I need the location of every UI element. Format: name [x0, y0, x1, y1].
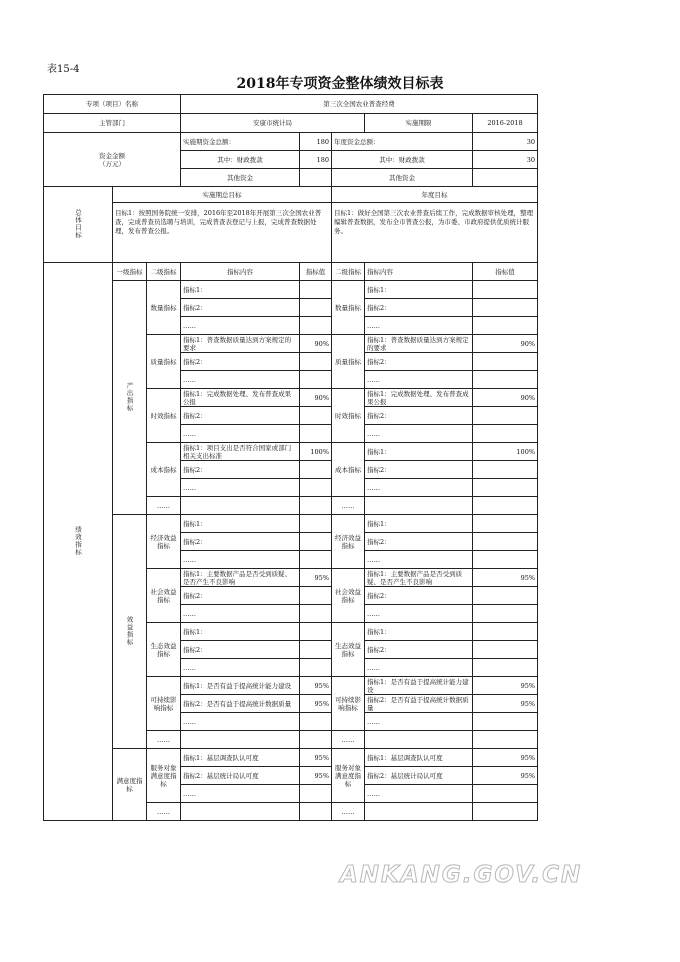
indicator-content: 指标2： [365, 299, 473, 317]
indicator-value [300, 641, 332, 659]
indicator-ellipsis: …… [365, 479, 473, 497]
indicator-value [473, 461, 538, 479]
indicator-value [300, 461, 332, 479]
total-funds-value: 180 [300, 133, 332, 151]
output-ellipsis-annual: …… [332, 497, 365, 515]
indicator-content: 指标1： [365, 515, 473, 533]
economic-benefit-indicator-annual: 经济效益指标 [332, 515, 365, 569]
indicator-content: 指标1： [181, 281, 300, 299]
indicator-content: 指标2： [365, 641, 473, 659]
indicator-content: 指标2：是否有益于提高统计数据质量 [365, 695, 473, 713]
indicator-value [473, 533, 538, 551]
benefit-ellipsis: …… [147, 731, 181, 749]
indicator-ellipsis: …… [181, 659, 300, 677]
ecological-benefit-indicator: 生态效益指标 [147, 623, 181, 677]
indicator-content: 指标1：基层调查队认可度 [365, 749, 473, 767]
indicator-value: 90% [473, 389, 538, 407]
indicator-value [300, 587, 332, 605]
annual-goal-text: 目标1：做好全国第三次农业普查后续工作，完成数据审核处理，整理编辑普查数据，发布全市普查公报，为市委、市政府提供优质统计服务。 [332, 203, 538, 263]
col-content-header-annual: 指标内容 [365, 263, 473, 281]
indicator-value [473, 425, 538, 443]
indicator-value: 90% [300, 335, 332, 353]
indicator-content: 指标2： [181, 587, 300, 605]
indicator-value [300, 713, 332, 731]
indicator-value: 95% [473, 695, 538, 713]
indicator-value [473, 407, 538, 425]
indicator-value: 100% [473, 443, 538, 461]
indicator-value: 95% [473, 569, 538, 587]
indicator-value [300, 731, 332, 749]
indicator-value: 100% [300, 443, 332, 461]
fiscal-funds-annual-label: 其中：财政拨款 [332, 151, 473, 169]
indicator-value [473, 371, 538, 389]
indicator-ellipsis: …… [365, 605, 473, 623]
indicator-content: 指标2： [365, 587, 473, 605]
indicator-value: 90% [300, 389, 332, 407]
indicator-content [181, 803, 300, 821]
department-value: 安康市统计局 [181, 114, 365, 133]
indicator-value [300, 299, 332, 317]
output-ellipsis: …… [147, 497, 181, 515]
indicator-value [300, 353, 332, 371]
indicator-value [300, 515, 332, 533]
period-label: 实施期限 [365, 114, 473, 133]
department-label: 主管部门 [44, 114, 181, 133]
overall-goal-label [44, 187, 113, 263]
indicator-content: 指标2：基层统计局认可度 [181, 767, 300, 785]
col-level2-header: 二级指标 [147, 263, 181, 281]
indicator-value: 95% [473, 749, 538, 767]
indicator-value: 95% [300, 677, 332, 695]
benefit-indicator-text: 效益指标 [125, 615, 134, 646]
performance-indicator-label [44, 263, 113, 821]
indicator-content [181, 497, 300, 515]
page-label: 表15-4 [47, 64, 80, 75]
indicator-content [181, 731, 300, 749]
indicator-content [365, 803, 473, 821]
indicator-content: 指标1：普查数据质量达到方案规定的要求 [365, 335, 473, 353]
indicator-value [473, 497, 538, 515]
other-funds-annual-label: 其他资金 [332, 169, 473, 187]
overall-goal-label-text: 总体目标 [74, 208, 82, 239]
indicator-ellipsis: …… [365, 317, 473, 335]
satisfaction-indicator-label: 满意度指标 [113, 749, 147, 821]
indicator-ellipsis: …… [365, 551, 473, 569]
indicator-value [473, 551, 538, 569]
indicator-value: 95% [300, 749, 332, 767]
project-name-label: 专项（项目）名称 [44, 95, 181, 114]
indicator-value [473, 605, 538, 623]
indicator-value [300, 605, 332, 623]
fiscal-funds-total: 180 [300, 151, 332, 169]
service-satisfaction-indicator-annual: 服务对象满意度指标 [332, 749, 365, 803]
satisfaction-ellipsis: …… [147, 803, 181, 821]
indicator-content: 指标1： [365, 281, 473, 299]
indicator-ellipsis: …… [181, 479, 300, 497]
indicator-content: 指标2： [181, 353, 300, 371]
indicator-content: 指标2：基层统计局认可度 [365, 767, 473, 785]
benefit-indicator-label [113, 515, 147, 749]
indicator-value [300, 623, 332, 641]
indicator-value [300, 479, 332, 497]
annual-funds-value: 30 [473, 133, 538, 151]
col-value-header-annual: 指标值 [473, 263, 538, 281]
output-indicator-label [113, 281, 147, 515]
indicator-content: 指标2： [365, 533, 473, 551]
indicator-content: 指标2： [181, 299, 300, 317]
indicator-value [473, 785, 538, 803]
timeliness-indicator-annual: 时效指标 [332, 389, 365, 443]
indicator-value [473, 713, 538, 731]
col-content-header: 指标内容 [181, 263, 300, 281]
social-benefit-indicator: 社会效益指标 [147, 569, 181, 623]
indicator-content: 指标1：主要数据产品是否受到质疑、是否产生不良影响 [365, 569, 473, 587]
indicator-ellipsis: …… [181, 317, 300, 335]
social-benefit-indicator-annual: 社会效益指标 [332, 569, 365, 623]
indicator-value [300, 785, 332, 803]
col-level1-header: 一级指标 [113, 263, 147, 281]
indicator-content: 指标1：是否有益于提高统计能力建设 [181, 677, 300, 695]
indicator-value: 90% [473, 335, 538, 353]
output-indicator-text: 产出指标 [125, 381, 134, 412]
indicator-value [300, 659, 332, 677]
indicator-ellipsis: …… [181, 713, 300, 731]
cost-indicator-annual: 成本指标 [332, 443, 365, 497]
indicator-value [300, 371, 332, 389]
fiscal-funds-annual: 30 [473, 151, 538, 169]
indicator-content: 指标1：完成数据处理、发布普查成果公报 [181, 389, 300, 407]
indicator-value: 95% [300, 695, 332, 713]
indicator-value [473, 317, 538, 335]
indicator-value [300, 803, 332, 821]
indicator-value [473, 731, 538, 749]
indicator-content: 指标1：基层调查队认可度 [181, 749, 300, 767]
indicator-value [300, 425, 332, 443]
col-value-header: 指标值 [300, 263, 332, 281]
indicator-value: 95% [473, 767, 538, 785]
indicator-value [473, 479, 538, 497]
indicator-content: 指标1：是否有益于提高统计能力建设 [365, 677, 473, 695]
indicator-content: 指标2： [365, 461, 473, 479]
indicator-content [365, 731, 473, 749]
indicator-ellipsis: …… [181, 785, 300, 803]
indicator-content: 指标2：是否有益于提高统计数据质量 [181, 695, 300, 713]
indicator-content: 指标1： [365, 623, 473, 641]
service-satisfaction-indicator: 服务对象满意度指标 [147, 749, 181, 803]
funds-label-line2: （万元） [99, 159, 125, 168]
fiscal-funds-label: 其中：财政拨款 [181, 151, 300, 169]
satisfaction-ellipsis-annual: …… [332, 803, 365, 821]
economic-benefit-indicator: 经济效益指标 [147, 515, 181, 569]
indicator-ellipsis: …… [365, 785, 473, 803]
indicator-content: 指标1： [181, 515, 300, 533]
period-value: 2016-2018 [473, 114, 538, 133]
other-funds-label: 其他资金 [181, 169, 300, 187]
indicator-ellipsis: …… [365, 713, 473, 731]
indicator-value [300, 551, 332, 569]
indicator-content: 指标2： [181, 641, 300, 659]
quality-indicator-annual: 质量指标 [332, 335, 365, 389]
indicator-value [300, 497, 332, 515]
quality-indicator: 质量指标 [147, 335, 181, 389]
indicator-content: 指标2： [181, 407, 300, 425]
indicator-content: 指标2： [365, 407, 473, 425]
cost-indicator: 成本指标 [147, 443, 181, 497]
performance-indicator-label-text: 绩效指标 [74, 525, 82, 556]
indicator-value [300, 281, 332, 299]
indicator-content: 指标2： [181, 533, 300, 551]
indicator-value: 95% [473, 677, 538, 695]
indicator-value [473, 299, 538, 317]
indicator-value [300, 317, 332, 335]
indicator-ellipsis: …… [181, 551, 300, 569]
indicator-content [365, 497, 473, 515]
indicator-ellipsis: …… [181, 371, 300, 389]
indicator-content: 指标1： [181, 623, 300, 641]
indicator-content: 指标2： [181, 461, 300, 479]
watermark: ANKANG.GOV.CN [340, 862, 583, 888]
indicator-ellipsis: …… [181, 425, 300, 443]
indicator-value [473, 281, 538, 299]
indicator-value [473, 641, 538, 659]
annual-goal-header: 年度目标 [332, 187, 538, 203]
indicator-ellipsis: …… [365, 659, 473, 677]
indicator-content: 指标1：主要数据产品是否受到质疑、是否产生不良影响 [181, 569, 300, 587]
indicator-value [473, 623, 538, 641]
indicator-content: 指标2： [365, 353, 473, 371]
other-funds-total [300, 169, 332, 187]
indicator-ellipsis: …… [365, 425, 473, 443]
project-name-value: 第三次全国农业普查经费 [181, 95, 538, 114]
period-goal-text: 目标1：按照国务院统一安排，2016年至2018年开展第三次全国农业普查，完成普查员选聘与培训，完成普查表登记与上报，完成普查数据处理，发布普查公报。 [113, 203, 332, 263]
total-funds-label: 实施期资金总额： [181, 133, 300, 151]
annual-funds-label: 年度资金总额： [332, 133, 473, 151]
benefit-ellipsis-annual: …… [332, 731, 365, 749]
other-funds-annual [473, 169, 538, 187]
indicator-value [300, 533, 332, 551]
indicator-content: 指标1：项目支出是否符合国家或部门相关支出标准 [181, 443, 300, 461]
performance-goal-table [43, 94, 538, 821]
funds-label [44, 133, 181, 187]
timeliness-indicator: 时效指标 [147, 389, 181, 443]
indicator-value [473, 803, 538, 821]
indicator-value [473, 587, 538, 605]
indicator-content: 指标1： [365, 443, 473, 461]
indicator-value: 95% [300, 767, 332, 785]
period-goal-header: 实施期总目标 [113, 187, 332, 203]
funds-label-line1: 资金金额 [99, 151, 125, 160]
indicator-value [473, 353, 538, 371]
indicator-content: 指标1：完成数据处理、发布普查成果公报 [365, 389, 473, 407]
indicator-value [473, 515, 538, 533]
quantity-indicator-annual: 数量指标 [332, 281, 365, 335]
document-title: 2018年专项资金整体绩效目标表 [236, 76, 444, 92]
indicator-value: 95% [300, 569, 332, 587]
ecological-benefit-indicator-annual: 生态效益指标 [332, 623, 365, 677]
indicator-value [473, 659, 538, 677]
indicator-ellipsis: …… [365, 371, 473, 389]
indicator-value [300, 407, 332, 425]
indicator-content: 指标1：普查数据质量达到方案规定的要求 [181, 335, 300, 353]
col-level2-header-annual: 二级指标 [332, 263, 365, 281]
quantity-indicator: 数量指标 [147, 281, 181, 335]
sustainable-impact-indicator-annual: 可持续影响指标 [332, 677, 365, 731]
indicator-ellipsis: …… [181, 605, 300, 623]
sustainable-impact-indicator: 可持续影响指标 [147, 677, 181, 731]
